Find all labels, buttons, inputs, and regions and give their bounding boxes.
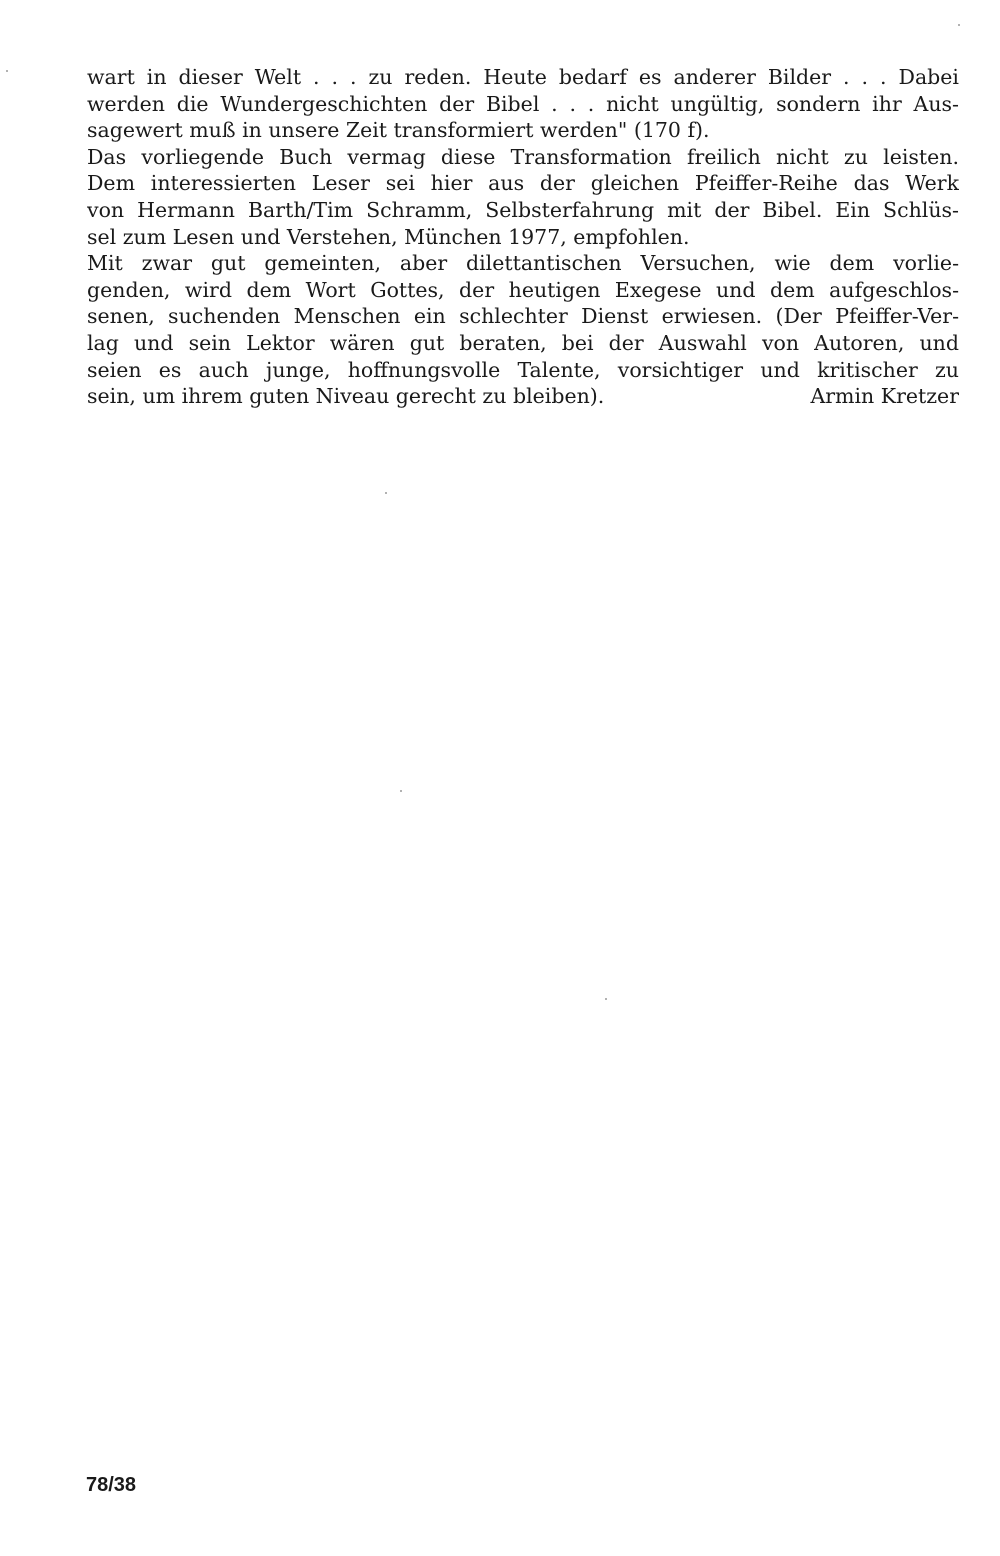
- scan-speck: [400, 790, 402, 792]
- scan-speck: [605, 998, 607, 1000]
- text-line: Das vorliegende Buch vermag diese Transformation freilich nicht zu leisten.: [87, 144, 959, 169]
- text-line-signed: [87, 383, 959, 410]
- scan-speck: [6, 70, 8, 72]
- text-line: werden die Wundergeschichten der Bibel . . . nicht ungültig, sondern ihr Aus-: [87, 91, 959, 116]
- text-line: Dem interessierten Leser sei hier aus der gleichen Pfeiffer-Reihe das Werk: [87, 171, 959, 196]
- text-line: genden, wird dem Wort Gottes, der heutigen Exegese und dem aufgeschlos-: [87, 277, 959, 302]
- scan-speck: [385, 492, 387, 494]
- final-line-text: sein, um ihrem guten Niveau gerecht zu bleiben).: [87, 384, 605, 409]
- page-number: 78/38: [86, 1474, 137, 1496]
- text-line: lag und sein Lektor wären gut beraten, bei der Auswahl von Autoren, und: [87, 330, 959, 355]
- text-line: sagewert muß in unsere Zeit transformiert werden" (170 f).: [87, 118, 710, 143]
- text-line: von Hermann Barth/Tim Schramm, Selbsterfahrung mit der Bibel. Ein Schlüs-: [87, 197, 959, 222]
- review-text: [87, 64, 959, 410]
- text-line: sel zum Lesen und Verstehen, München 1977, empfohlen.: [87, 224, 690, 249]
- author-signature: Armin Kretzer: [810, 384, 959, 409]
- text-line: senen, suchenden Menschen ein schlechter Dienst erwiesen. (Der Pfeiffer-Ver-: [87, 304, 959, 329]
- text-line: Mit zwar gut gemeinten, aber dilettantischen Versuchen, wie dem vorlie-: [87, 251, 959, 276]
- scan-speck: [958, 24, 960, 26]
- text-line: seien es auch junge, hoffnungsvolle Talente, vorsichtiger und kritischer zu: [87, 357, 959, 382]
- text-line: wart in dieser Welt . . . zu reden. Heute bedarf es anderer Bilder . . . Dabei: [87, 65, 959, 89]
